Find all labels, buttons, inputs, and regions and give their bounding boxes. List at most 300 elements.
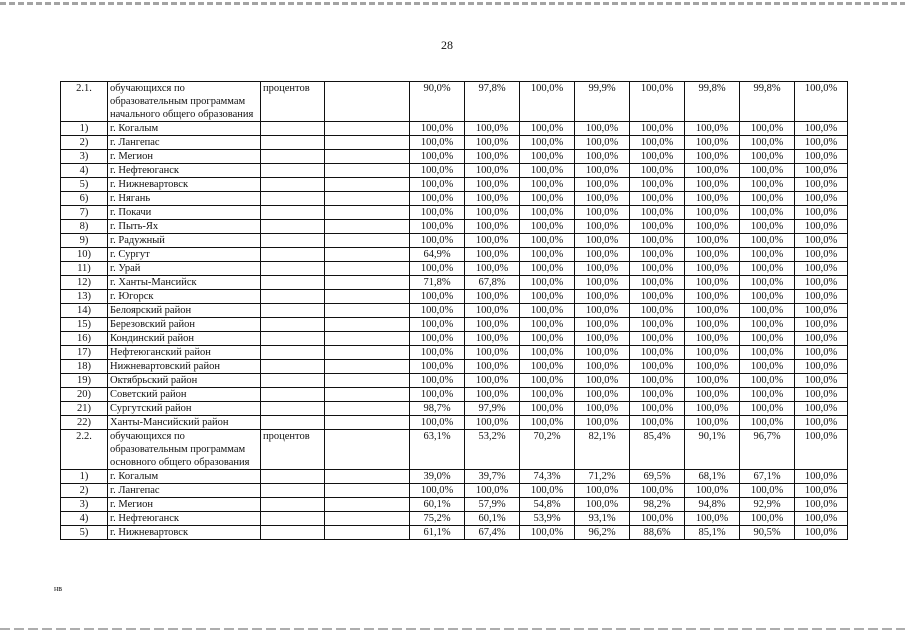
unit-cell <box>261 234 325 248</box>
value-cell: 100,0% <box>685 388 740 402</box>
value-cell: 100,0% <box>740 136 795 150</box>
value-cell: 100,0% <box>575 360 630 374</box>
unit-cell <box>261 290 325 304</box>
value-cell: 100,0% <box>520 346 575 360</box>
value-cell: 100,0% <box>630 374 685 388</box>
value-cell: 85,1% <box>685 526 740 540</box>
value-cell: 100,0% <box>575 122 630 136</box>
table-row <box>61 290 848 304</box>
indicator-name-cell: г. Югорск <box>108 290 261 304</box>
value-cell: 100,0% <box>520 318 575 332</box>
value-cell: 99,8% <box>740 82 795 122</box>
unit-cell <box>261 346 325 360</box>
blank-cell <box>325 470 410 484</box>
table-row <box>61 388 848 402</box>
table-row <box>61 248 848 262</box>
value-cell: 100,0% <box>795 150 848 164</box>
value-cell: 100,0% <box>520 374 575 388</box>
table-row <box>61 234 848 248</box>
table-row <box>61 164 848 178</box>
value-cell: 100,0% <box>630 484 685 498</box>
value-cell: 100,0% <box>795 290 848 304</box>
value-cell: 100,0% <box>520 192 575 206</box>
value-cell: 100,0% <box>795 82 848 122</box>
value-cell: 39,7% <box>465 470 520 484</box>
value-cell: 100,0% <box>795 402 848 416</box>
value-cell: 100,0% <box>520 234 575 248</box>
indicator-name-cell: Советский район <box>108 388 261 402</box>
value-cell: 74,3% <box>520 470 575 484</box>
value-cell: 100,0% <box>740 416 795 430</box>
value-cell: 100,0% <box>685 512 740 526</box>
value-cell: 100,0% <box>410 262 465 276</box>
value-cell: 100,0% <box>740 150 795 164</box>
value-cell: 100,0% <box>410 332 465 346</box>
value-cell: 100,0% <box>465 164 520 178</box>
blank-cell <box>325 512 410 526</box>
value-cell: 100,0% <box>520 178 575 192</box>
value-cell: 100,0% <box>795 346 848 360</box>
table-body <box>61 82 848 540</box>
unit-cell <box>261 136 325 150</box>
row-number-cell: 18) <box>61 360 108 374</box>
value-cell: 96,7% <box>740 430 795 470</box>
value-cell: 100,0% <box>465 192 520 206</box>
value-cell: 100,0% <box>520 290 575 304</box>
value-cell: 100,0% <box>575 318 630 332</box>
value-cell: 100,0% <box>740 484 795 498</box>
blank-cell <box>325 388 410 402</box>
value-cell: 100,0% <box>685 164 740 178</box>
value-cell: 39,0% <box>410 470 465 484</box>
indicator-name-cell: г. Нефтеюганск <box>108 164 261 178</box>
value-cell: 100,0% <box>795 526 848 540</box>
indicator-name-cell: обучающихся по образовательным программам начального общего образования <box>108 82 261 122</box>
row-number-cell: 2.1. <box>61 82 108 122</box>
row-number-cell: 17) <box>61 346 108 360</box>
value-cell: 82,1% <box>575 430 630 470</box>
value-cell: 100,0% <box>795 206 848 220</box>
value-cell: 100,0% <box>410 484 465 498</box>
value-cell: 92,9% <box>740 498 795 512</box>
value-cell: 100,0% <box>685 150 740 164</box>
value-cell: 100,0% <box>740 192 795 206</box>
value-cell: 100,0% <box>630 206 685 220</box>
value-cell: 60,1% <box>465 512 520 526</box>
value-cell: 100,0% <box>630 220 685 234</box>
value-cell: 100,0% <box>410 164 465 178</box>
blank-cell <box>325 332 410 346</box>
value-cell: 100,0% <box>740 276 795 290</box>
table-row <box>61 416 848 430</box>
value-cell: 100,0% <box>685 484 740 498</box>
row-number-cell: 15) <box>61 318 108 332</box>
value-cell: 100,0% <box>795 276 848 290</box>
value-cell: 100,0% <box>795 248 848 262</box>
statistics-table <box>60 81 848 540</box>
value-cell: 100,0% <box>465 318 520 332</box>
scan-edge-bottom <box>0 628 905 630</box>
blank-cell <box>325 290 410 304</box>
value-cell: 100,0% <box>630 150 685 164</box>
blank-cell <box>325 206 410 220</box>
value-cell: 100,0% <box>575 374 630 388</box>
value-cell: 100,0% <box>630 164 685 178</box>
indicator-name-cell: г. Лангепас <box>108 136 261 150</box>
value-cell: 100,0% <box>630 512 685 526</box>
value-cell: 100,0% <box>410 416 465 430</box>
indicator-name-cell: г. Когалым <box>108 122 261 136</box>
value-cell: 100,0% <box>465 178 520 192</box>
value-cell: 100,0% <box>685 192 740 206</box>
value-cell: 100,0% <box>410 122 465 136</box>
unit-cell <box>261 318 325 332</box>
value-cell: 100,0% <box>520 164 575 178</box>
row-number-cell: 1) <box>61 470 108 484</box>
value-cell: 100,0% <box>740 360 795 374</box>
value-cell: 100,0% <box>520 82 575 122</box>
indicator-name-cell: Кондинский район <box>108 332 261 346</box>
value-cell: 100,0% <box>630 304 685 318</box>
indicator-name-cell: г. Лангепас <box>108 484 261 498</box>
value-cell: 100,0% <box>740 164 795 178</box>
value-cell: 100,0% <box>575 498 630 512</box>
row-number-cell: 14) <box>61 304 108 318</box>
blank-cell <box>325 234 410 248</box>
blank-cell <box>325 248 410 262</box>
indicator-name-cell: г. Нижневартовск <box>108 526 261 540</box>
unit-cell <box>261 262 325 276</box>
unit-cell <box>261 206 325 220</box>
blank-cell <box>325 304 410 318</box>
value-cell: 67,8% <box>465 276 520 290</box>
row-number-cell: 8) <box>61 220 108 234</box>
unit-cell <box>261 416 325 430</box>
row-number-cell: 21) <box>61 402 108 416</box>
value-cell: 100,0% <box>520 136 575 150</box>
value-cell: 100,0% <box>465 374 520 388</box>
value-cell: 100,0% <box>575 178 630 192</box>
table-row <box>61 346 848 360</box>
value-cell: 100,0% <box>685 122 740 136</box>
row-number-cell: 11) <box>61 262 108 276</box>
value-cell: 67,1% <box>740 470 795 484</box>
table-row <box>61 484 848 498</box>
row-number-cell: 3) <box>61 150 108 164</box>
scan-edge-top <box>0 2 905 5</box>
value-cell: 100,0% <box>465 262 520 276</box>
value-cell: 100,0% <box>575 388 630 402</box>
value-cell: 100,0% <box>575 192 630 206</box>
row-number-cell: 7) <box>61 206 108 220</box>
value-cell: 60,1% <box>410 498 465 512</box>
value-cell: 100,0% <box>740 402 795 416</box>
value-cell: 88,6% <box>630 526 685 540</box>
value-cell: 100,0% <box>795 136 848 150</box>
value-cell: 53,9% <box>520 512 575 526</box>
blank-cell <box>325 82 410 122</box>
unit-cell <box>261 150 325 164</box>
value-cell: 100,0% <box>795 388 848 402</box>
value-cell: 100,0% <box>410 346 465 360</box>
blank-cell <box>325 484 410 498</box>
indicator-name-cell: Октябрьский район <box>108 374 261 388</box>
value-cell: 100,0% <box>685 234 740 248</box>
unit-cell <box>261 164 325 178</box>
value-cell: 71,2% <box>575 470 630 484</box>
value-cell: 100,0% <box>795 304 848 318</box>
value-cell: 99,9% <box>575 82 630 122</box>
value-cell: 100,0% <box>740 304 795 318</box>
value-cell: 96,2% <box>575 526 630 540</box>
blank-cell <box>325 526 410 540</box>
value-cell: 100,0% <box>685 262 740 276</box>
value-cell: 100,0% <box>795 416 848 430</box>
value-cell: 100,0% <box>795 484 848 498</box>
row-number-cell: 22) <box>61 416 108 430</box>
table-row <box>61 206 848 220</box>
unit-cell <box>261 178 325 192</box>
value-cell: 100,0% <box>685 416 740 430</box>
row-number-cell: 4) <box>61 164 108 178</box>
value-cell: 100,0% <box>685 374 740 388</box>
value-cell: 100,0% <box>630 248 685 262</box>
value-cell: 100,0% <box>465 150 520 164</box>
value-cell: 100,0% <box>465 122 520 136</box>
value-cell: 100,0% <box>465 290 520 304</box>
value-cell: 100,0% <box>685 402 740 416</box>
value-cell: 100,0% <box>795 374 848 388</box>
table-row <box>61 318 848 332</box>
value-cell: 100,0% <box>410 318 465 332</box>
value-cell: 100,0% <box>520 388 575 402</box>
value-cell: 100,0% <box>795 332 848 346</box>
value-cell: 100,0% <box>795 470 848 484</box>
value-cell: 100,0% <box>630 318 685 332</box>
unit-cell <box>261 220 325 234</box>
indicator-name-cell: г. Покачи <box>108 206 261 220</box>
blank-cell <box>325 430 410 470</box>
value-cell: 100,0% <box>795 234 848 248</box>
blank-cell <box>325 276 410 290</box>
value-cell: 100,0% <box>575 276 630 290</box>
value-cell: 100,0% <box>410 136 465 150</box>
blank-cell <box>325 360 410 374</box>
unit-cell <box>261 374 325 388</box>
value-cell: 90,0% <box>410 82 465 122</box>
value-cell: 97,9% <box>465 402 520 416</box>
value-cell: 100,0% <box>685 304 740 318</box>
value-cell: 100,0% <box>410 192 465 206</box>
value-cell: 100,0% <box>630 346 685 360</box>
value-cell: 100,0% <box>685 290 740 304</box>
blank-cell <box>325 178 410 192</box>
value-cell: 100,0% <box>795 360 848 374</box>
value-cell: 100,0% <box>410 360 465 374</box>
value-cell: 71,8% <box>410 276 465 290</box>
value-cell: 100,0% <box>740 318 795 332</box>
unit-cell <box>261 122 325 136</box>
value-cell: 90,5% <box>740 526 795 540</box>
value-cell: 100,0% <box>575 402 630 416</box>
row-number-cell: 2) <box>61 484 108 498</box>
table-row <box>61 332 848 346</box>
value-cell: 100,0% <box>685 136 740 150</box>
value-cell: 100,0% <box>630 388 685 402</box>
indicator-name-cell: г. Когалым <box>108 470 261 484</box>
value-cell: 100,0% <box>740 290 795 304</box>
blank-cell <box>325 136 410 150</box>
value-cell: 100,0% <box>795 262 848 276</box>
value-cell: 100,0% <box>520 304 575 318</box>
value-cell: 100,0% <box>630 178 685 192</box>
value-cell: 100,0% <box>740 122 795 136</box>
blank-cell <box>325 164 410 178</box>
value-cell: 100,0% <box>520 332 575 346</box>
value-cell: 100,0% <box>630 192 685 206</box>
indicator-name-cell: г. Мегион <box>108 498 261 512</box>
value-cell: 100,0% <box>575 220 630 234</box>
table-row <box>61 136 848 150</box>
unit-cell <box>261 248 325 262</box>
value-cell: 100,0% <box>740 512 795 526</box>
table-row <box>61 402 848 416</box>
value-cell: 100,0% <box>575 346 630 360</box>
value-cell: 100,0% <box>795 498 848 512</box>
value-cell: 100,0% <box>740 374 795 388</box>
value-cell: 100,0% <box>740 332 795 346</box>
row-number-cell: 19) <box>61 374 108 388</box>
table-section-row <box>61 82 848 122</box>
row-number-cell: 3) <box>61 498 108 512</box>
value-cell: 100,0% <box>465 332 520 346</box>
value-cell: 100,0% <box>740 178 795 192</box>
value-cell: 100,0% <box>740 234 795 248</box>
value-cell: 70,2% <box>520 430 575 470</box>
value-cell: 100,0% <box>465 220 520 234</box>
value-cell: 100,0% <box>630 416 685 430</box>
value-cell: 100,0% <box>520 416 575 430</box>
table-row <box>61 512 848 526</box>
value-cell: 100,0% <box>685 248 740 262</box>
row-number-cell: 16) <box>61 332 108 346</box>
row-number-cell: 5) <box>61 526 108 540</box>
unit-cell <box>261 526 325 540</box>
value-cell: 100,0% <box>740 346 795 360</box>
value-cell: 100,0% <box>465 484 520 498</box>
value-cell: 100,0% <box>465 234 520 248</box>
indicator-name-cell: г. Сургут <box>108 248 261 262</box>
value-cell: 100,0% <box>520 484 575 498</box>
indicator-name-cell: г. Нягань <box>108 192 261 206</box>
value-cell: 93,1% <box>575 512 630 526</box>
value-cell: 100,0% <box>520 526 575 540</box>
value-cell: 100,0% <box>740 262 795 276</box>
value-cell: 85,4% <box>630 430 685 470</box>
value-cell: 100,0% <box>520 206 575 220</box>
indicator-name-cell: Нефтеюганский район <box>108 346 261 360</box>
value-cell: 100,0% <box>740 206 795 220</box>
value-cell: 68,1% <box>685 470 740 484</box>
value-cell: 100,0% <box>575 416 630 430</box>
value-cell: 100,0% <box>410 304 465 318</box>
value-cell: 100,0% <box>740 220 795 234</box>
value-cell: 94,8% <box>685 498 740 512</box>
value-cell: 100,0% <box>795 178 848 192</box>
value-cell: 100,0% <box>575 234 630 248</box>
value-cell: 100,0% <box>630 234 685 248</box>
blank-cell <box>325 374 410 388</box>
value-cell: 100,0% <box>630 262 685 276</box>
page-number: 28 <box>441 38 453 52</box>
value-cell: 100,0% <box>630 332 685 346</box>
table-row <box>61 304 848 318</box>
value-cell: 53,2% <box>465 430 520 470</box>
table-row <box>61 374 848 388</box>
value-cell: 100,0% <box>465 206 520 220</box>
value-cell: 100,0% <box>410 374 465 388</box>
value-cell: 57,9% <box>465 498 520 512</box>
value-cell: 100,0% <box>685 206 740 220</box>
value-cell: 61,1% <box>410 526 465 540</box>
table-row <box>61 178 848 192</box>
indicator-name-cell: обучающихся по образовательным программам основного общего образования <box>108 430 261 470</box>
indicator-name-cell: Ханты-Мансийский район <box>108 416 261 430</box>
value-cell: 100,0% <box>630 402 685 416</box>
row-number-cell: 13) <box>61 290 108 304</box>
row-number-cell: 5) <box>61 178 108 192</box>
value-cell: 100,0% <box>685 360 740 374</box>
value-cell: 100,0% <box>685 178 740 192</box>
value-cell: 100,0% <box>575 248 630 262</box>
unit-cell <box>261 360 325 374</box>
row-number-cell: 2.2. <box>61 430 108 470</box>
table-row <box>61 470 848 484</box>
blank-cell <box>325 416 410 430</box>
unit-cell <box>261 332 325 346</box>
indicator-name-cell: г. Радужный <box>108 234 261 248</box>
unit-cell <box>261 470 325 484</box>
value-cell: 100,0% <box>630 360 685 374</box>
row-number-cell: 20) <box>61 388 108 402</box>
value-cell: 100,0% <box>685 276 740 290</box>
unit-cell <box>261 304 325 318</box>
value-cell: 100,0% <box>575 206 630 220</box>
value-cell: 100,0% <box>575 484 630 498</box>
value-cell: 100,0% <box>465 416 520 430</box>
value-cell: 98,2% <box>630 498 685 512</box>
unit-cell <box>261 276 325 290</box>
table-row <box>61 276 848 290</box>
unit-cell: процентов <box>261 82 325 122</box>
value-cell: 100,0% <box>520 220 575 234</box>
value-cell: 100,0% <box>630 122 685 136</box>
row-number-cell: 2) <box>61 136 108 150</box>
value-cell: 100,0% <box>465 304 520 318</box>
row-number-cell: 1) <box>61 122 108 136</box>
value-cell: 100,0% <box>630 136 685 150</box>
value-cell: 100,0% <box>465 360 520 374</box>
table-section-row <box>61 430 848 470</box>
value-cell: 63,1% <box>410 430 465 470</box>
blank-cell <box>325 220 410 234</box>
value-cell: 100,0% <box>410 206 465 220</box>
indicator-name-cell: г. Урай <box>108 262 261 276</box>
blank-cell <box>325 150 410 164</box>
indicator-name-cell: Сургутский район <box>108 402 261 416</box>
blank-cell <box>325 262 410 276</box>
value-cell: 75,2% <box>410 512 465 526</box>
